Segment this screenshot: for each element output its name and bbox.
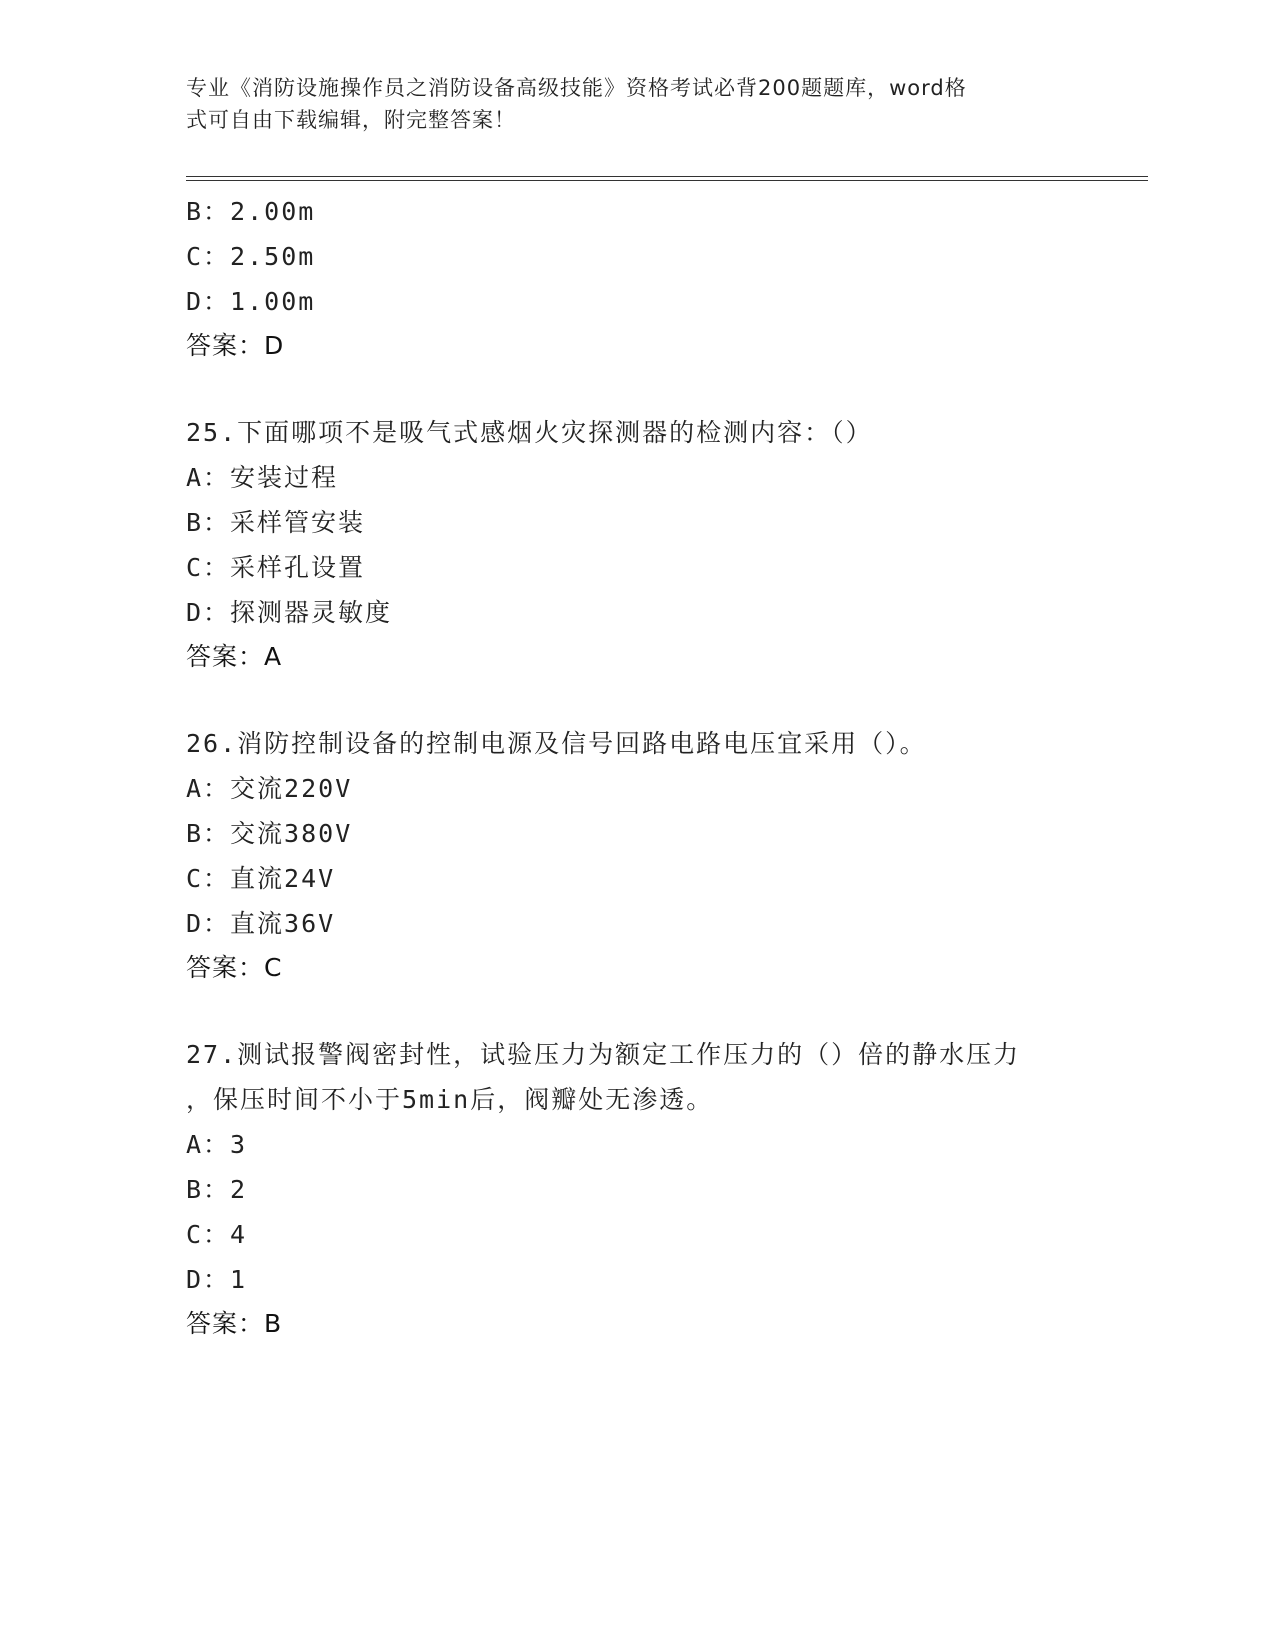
option-a: A：3 [186,1130,248,1159]
option-b: B：交流380V [186,819,353,848]
option-b: B：采样管安装 [186,508,366,537]
option-a: A：安装过程 [186,463,339,492]
option-d: D：直流36V [186,909,336,938]
option-c: C：采样孔设置 [186,553,366,582]
header-line-2: 式可自由下载编辑，附完整答案！ [186,108,516,132]
option-c: C：直流24V [186,864,336,893]
option-d: D：1.00m [186,287,316,316]
option-c: C：2.50m [186,242,316,271]
question-stem: 26.消防控制设备的控制电源及信号回路电路电压宜采用（）。 [186,729,927,758]
question-stem-continued: ，保压时间不小于5min后，阀瓣处无渗透。 [186,1085,714,1114]
question-stem: 25.下面哪项不是吸气式感烟火灾探测器的检测内容：（） [186,418,873,447]
question-stem: 27.测试报警阀密封性，试验压力为额定工作压力的（）倍的静水压力 [186,1040,1021,1069]
answer-line: 答案：C [186,953,283,982]
document-header [186,72,1066,136]
option-a: A：交流220V [186,774,353,803]
option-c: C：4 [186,1220,248,1249]
option-b: B：2 [186,1175,248,1204]
option-d: D：探测器灵敏度 [186,598,393,627]
answer-line: 答案：A [186,642,283,671]
answer-line: 答案：D [186,331,285,360]
answer-line: 答案：B [186,1309,283,1338]
header-line-1: 专业《消防设施操作员之消防设备高级技能》资格考试必背200题题库，word格 [186,76,967,100]
header-divider [186,176,1148,181]
option-b: B：2.00m [186,197,316,226]
option-d: D：1 [186,1265,248,1294]
